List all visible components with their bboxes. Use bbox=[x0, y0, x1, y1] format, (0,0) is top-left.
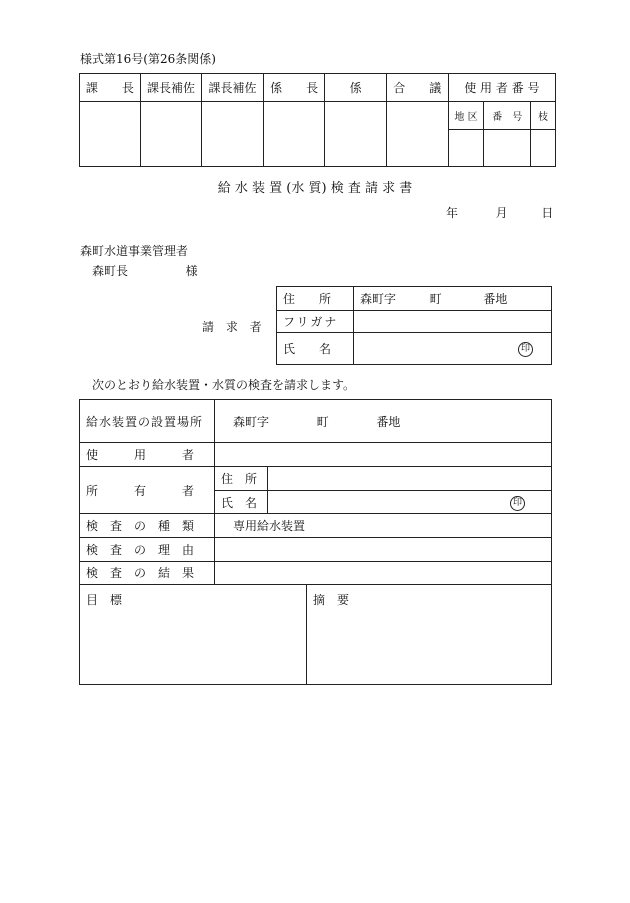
owner-address-field[interactable] bbox=[268, 467, 552, 491]
approval-header-hosa-2: 課長補佐 bbox=[202, 74, 263, 102]
approval-header-kakaricho: 係 長 bbox=[263, 74, 325, 102]
approval-header-kakari: 係 bbox=[325, 74, 386, 102]
inspection-result-field[interactable] bbox=[215, 561, 552, 584]
approval-stamp-gogi[interactable] bbox=[386, 102, 448, 167]
requester-label: 請 求 者 bbox=[202, 320, 266, 334]
requester-address-cho: 町 bbox=[429, 292, 442, 306]
location-banchi: 番地 bbox=[376, 414, 401, 429]
summary-box[interactable] bbox=[307, 584, 552, 684]
addressee-line-2 bbox=[92, 262, 198, 279]
target-box[interactable] bbox=[80, 584, 307, 684]
addressee-mayor: 森町長 bbox=[92, 264, 129, 278]
owner-label: 所 有 者 bbox=[80, 467, 215, 514]
location-label: 給水装置の設置場所 bbox=[80, 400, 215, 443]
requester-name-label: 氏 名 bbox=[277, 333, 354, 365]
document-title: 給 水 装 置 (水 質) 検 査 請 求 書 bbox=[217, 181, 413, 196]
inspection-type-field[interactable]: 専用給水装置 bbox=[215, 514, 552, 538]
user-number-number-cell[interactable] bbox=[484, 130, 531, 167]
intro-text: 次のとおり給水装置・水質の検査を請求します。 bbox=[92, 378, 356, 392]
date-line bbox=[446, 204, 553, 221]
owner-seal-icon: 印 bbox=[510, 496, 525, 511]
owner-name-field[interactable] bbox=[268, 491, 552, 514]
date-month: 月 bbox=[495, 206, 508, 220]
requester-address-banchi: 番地 bbox=[483, 292, 508, 306]
inspection-result-label: 検 査 の 結 果 bbox=[80, 561, 215, 584]
approval-header-kacho: 課 長 bbox=[80, 74, 141, 102]
approval-stamp-kacho[interactable] bbox=[80, 102, 141, 167]
user-number-district-header: 地 区 bbox=[448, 102, 484, 130]
inspection-reason-field[interactable] bbox=[215, 538, 552, 561]
requester-furigana-field[interactable] bbox=[354, 311, 552, 333]
approval-stamp-hosa-1[interactable] bbox=[140, 102, 201, 167]
user-number-header: 使 用 者 番 号 bbox=[448, 74, 555, 102]
summary-label: 摘 要 bbox=[313, 592, 350, 607]
approval-header-hosa-1: 課長補佐 bbox=[140, 74, 201, 102]
user-label: 使 用 者 bbox=[80, 443, 215, 467]
user-field[interactable] bbox=[215, 443, 552, 467]
location-aza: 森町字 bbox=[233, 414, 270, 429]
requester-address-label: 住 所 bbox=[277, 287, 354, 311]
location-field[interactable] bbox=[215, 400, 552, 443]
date-day: 日 bbox=[541, 206, 554, 220]
approval-stamp-hosa-2[interactable] bbox=[202, 102, 263, 167]
approval-stamp-kakaricho[interactable] bbox=[263, 102, 325, 167]
date-year: 年 bbox=[446, 206, 459, 220]
user-number-number-header: 番 号 bbox=[484, 102, 531, 130]
user-number-branch-header: 枝 bbox=[531, 102, 556, 130]
user-number-branch-cell[interactable] bbox=[531, 130, 556, 167]
owner-address-label: 住 所 bbox=[215, 467, 268, 491]
inspection-reason-label: 検 査 の 理 由 bbox=[80, 538, 215, 561]
approval-stamp-kakari[interactable] bbox=[325, 102, 386, 167]
approval-header-gogi: 合 議 bbox=[386, 74, 448, 102]
requester-name-field[interactable] bbox=[354, 333, 552, 365]
user-number-district-cell[interactable] bbox=[448, 130, 484, 167]
requester-furigana-label: フリガナ bbox=[277, 311, 354, 333]
inspection-type-label: 検 査 の 種 類 bbox=[80, 514, 215, 538]
addressee-line-1: 森町水道事業管理者 bbox=[80, 244, 189, 258]
form-number: 様式第16号(第26条関係) bbox=[80, 52, 216, 66]
requester-address-field[interactable] bbox=[354, 287, 552, 311]
requester-address-aza: 森町字 bbox=[360, 292, 397, 306]
details-table bbox=[79, 399, 552, 685]
target-label: 目 標 bbox=[86, 592, 123, 607]
addressee-honorific: 様 bbox=[185, 264, 198, 278]
approval-table bbox=[79, 73, 556, 167]
owner-name-label: 氏 名 bbox=[215, 491, 268, 514]
location-cho: 町 bbox=[316, 414, 329, 429]
requester-seal-icon: 印 bbox=[518, 342, 533, 357]
requester-table bbox=[276, 286, 552, 365]
